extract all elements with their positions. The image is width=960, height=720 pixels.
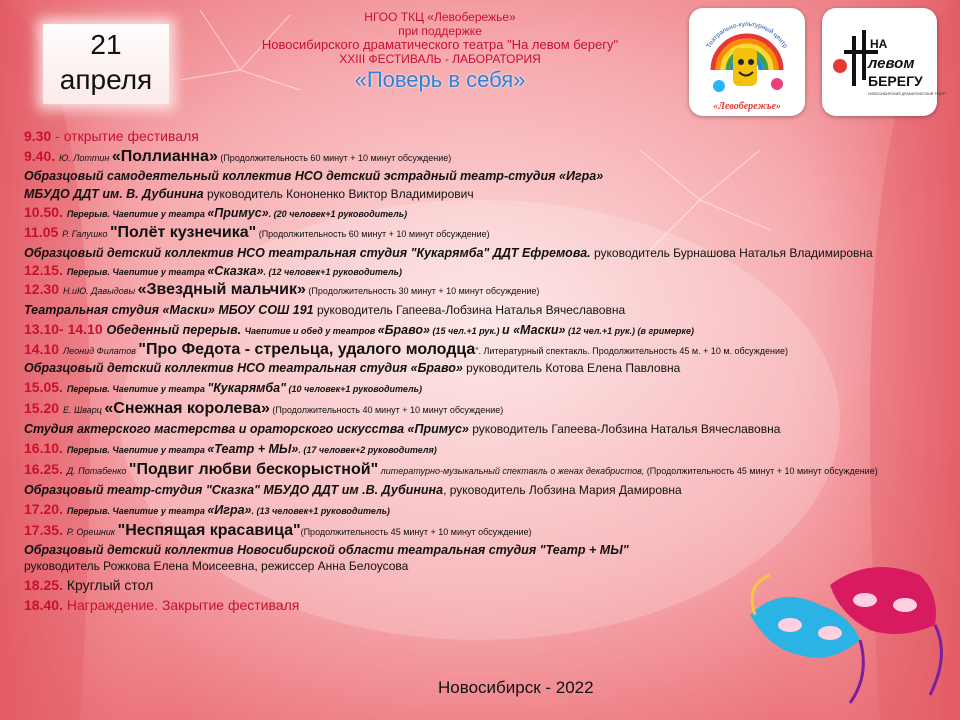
organizer: НГОО ТКЦ «Левобережье»: [364, 10, 516, 24]
header: [205, 10, 675, 93]
schedule-item: 12.15. Перерыв. Чаепитие у театра «Сказка». (12 человек+1 руководитель): [24, 262, 402, 278]
na-levom-beregu-logo: [822, 8, 946, 116]
schedule-item: 15.20 Е. Шварц «Снежная королева» (Продолжительность 40 минут + 10 минут обсуждение): [24, 400, 504, 417]
schedule-item: 17.20. Перерыв. Чаепитие у театра «Игра». (13 человек+1 руководитель): [24, 501, 390, 517]
footer-city-year: Новосибирск - 2022: [438, 678, 594, 697]
logo2-line3: БЕРЕГУ: [868, 73, 923, 89]
schedule-item: 13.10- 14.10 Обеденный перерыв. Чаепитие и обед у театров «Браво» (15 чел.+1 рук.) и «Маски» (12 чел.+1 рук.) (в гримерке): [24, 321, 694, 337]
schedule-item: 15.05. Перерыв. Чаепитие у театра "Кукарямба" (10 человек+1 руководитель): [24, 379, 422, 395]
date-month: апреля: [59, 64, 153, 95]
schedule-item: 9.40. Ю. Лоттин «Поллианна» (Продолжительность 60 минут + 10 минут обсуждение): [24, 148, 452, 165]
schedule-item: Образцовый театр-студия "Сказка" МБУДО ДДТ им .В. Дубинина, руководитель Лобзина Мария Дамировна: [24, 483, 682, 497]
schedule-item: 18.25. Круглый стол: [24, 577, 154, 593]
schedule: [24, 128, 954, 614]
date-day: 21: [90, 29, 122, 60]
festival-name: XXIII ФЕСТИВАЛЬ - ЛАБОРАТОРИЯ: [339, 52, 541, 66]
schedule-item: Образцовый самодеятельный коллектив НСО детский эстрадный театр-студия «Игра»: [24, 169, 604, 183]
schedule-item: МБУДО ДДТ им. В. Дубинина руководитель Кононенко Виктор Владимирович: [24, 187, 474, 201]
schedule-item: 9.30 - открытие фестиваля: [24, 128, 199, 144]
date-box: [43, 24, 169, 104]
carnival-masks-icon: [740, 545, 960, 705]
schedule-item: Образцовый детский коллектив НСО театральная студия "Кукарямба" ДДТ Ефремова. руководитель Бурнашова Наталья Владимировна: [24, 246, 873, 260]
logo-name: «Левобережье»: [713, 101, 781, 112]
logo2-line1: НА: [870, 37, 888, 51]
schedule-item: 18.40. Награждение. Закрытие фестиваля: [24, 597, 300, 613]
schedule-item: 12.30 Н.иЮ. Давыдовы «Звездный мальчик» (Продолжительность 30 минут + 10 минут обсуждение): [24, 281, 540, 298]
schedule-item: Студия актерского мастерства и ораторского искусства «Примус» руководитель Гапеева-Лобзина Наталья Вячеславовна: [24, 422, 781, 436]
logo-arc-text: Театрально-культурный центр: [705, 20, 789, 50]
schedule-item: 10.50. Перерыв. Чаепитие у театра «Примус». (20 человек+1 руководитель): [24, 204, 408, 220]
schedule-item: Образцовый детский коллектив НСО театральная студия «Браво» руководитель Котова Елена Павловна: [24, 361, 681, 375]
schedule-item: Театральная студия «Маски» МБОУ СОШ 191 руководитель Гапеева-Лобзина Наталья Вячеславовна: [24, 303, 626, 317]
levoberezhye-logo: [689, 8, 805, 116]
schedule-item: 14.10 Леонид Филатов "Про Федота - стрельца, удалого молодца". Литературный спектакль. Продолжительность 45 м. + 10 м. обсуждение): [24, 341, 788, 358]
logo2-line4: НОВОСИБИРСКИЙ ДРАМАТИЧЕСКИЙ ТЕАТР: [868, 92, 946, 96]
festival-motto: «Поверь в себя»: [354, 67, 526, 92]
support-label: при поддержке: [398, 24, 482, 38]
schedule-item: руководитель Рожкова Елена Моисеевна, режиссер Анна Белоусова: [24, 559, 409, 573]
schedule-item: 16.10. Перерыв. Чаепитие у театра «Театр + МЫ». (17 человек+2 руководителя): [24, 440, 437, 456]
supporter: Новосибирского драматического театра "На левом берегу": [261, 37, 619, 52]
schedule-item: 16.25. Д. Потабенко "Подвиг любви бескорыстной" литературно-музыкальный спектакль о женах декабристов, (Продолжительность 45 минут + 10 минут обсуждение): [24, 461, 878, 478]
schedule-item: 11.05 Р. Галушко "Полёт кузнечика" (Продолжительность 60 минут + 10 минут обсуждение): [24, 224, 490, 241]
logo2-line2: левом: [868, 55, 915, 72]
schedule-item: 17.35. Р. Орешник "Неспящая красавица"(Продолжительность 45 минут + 10 минут обсуждение): [24, 522, 532, 539]
schedule-item: Образцовый детский коллектив Новосибирской области театральная студия "Театр + МЫ": [24, 543, 629, 557]
